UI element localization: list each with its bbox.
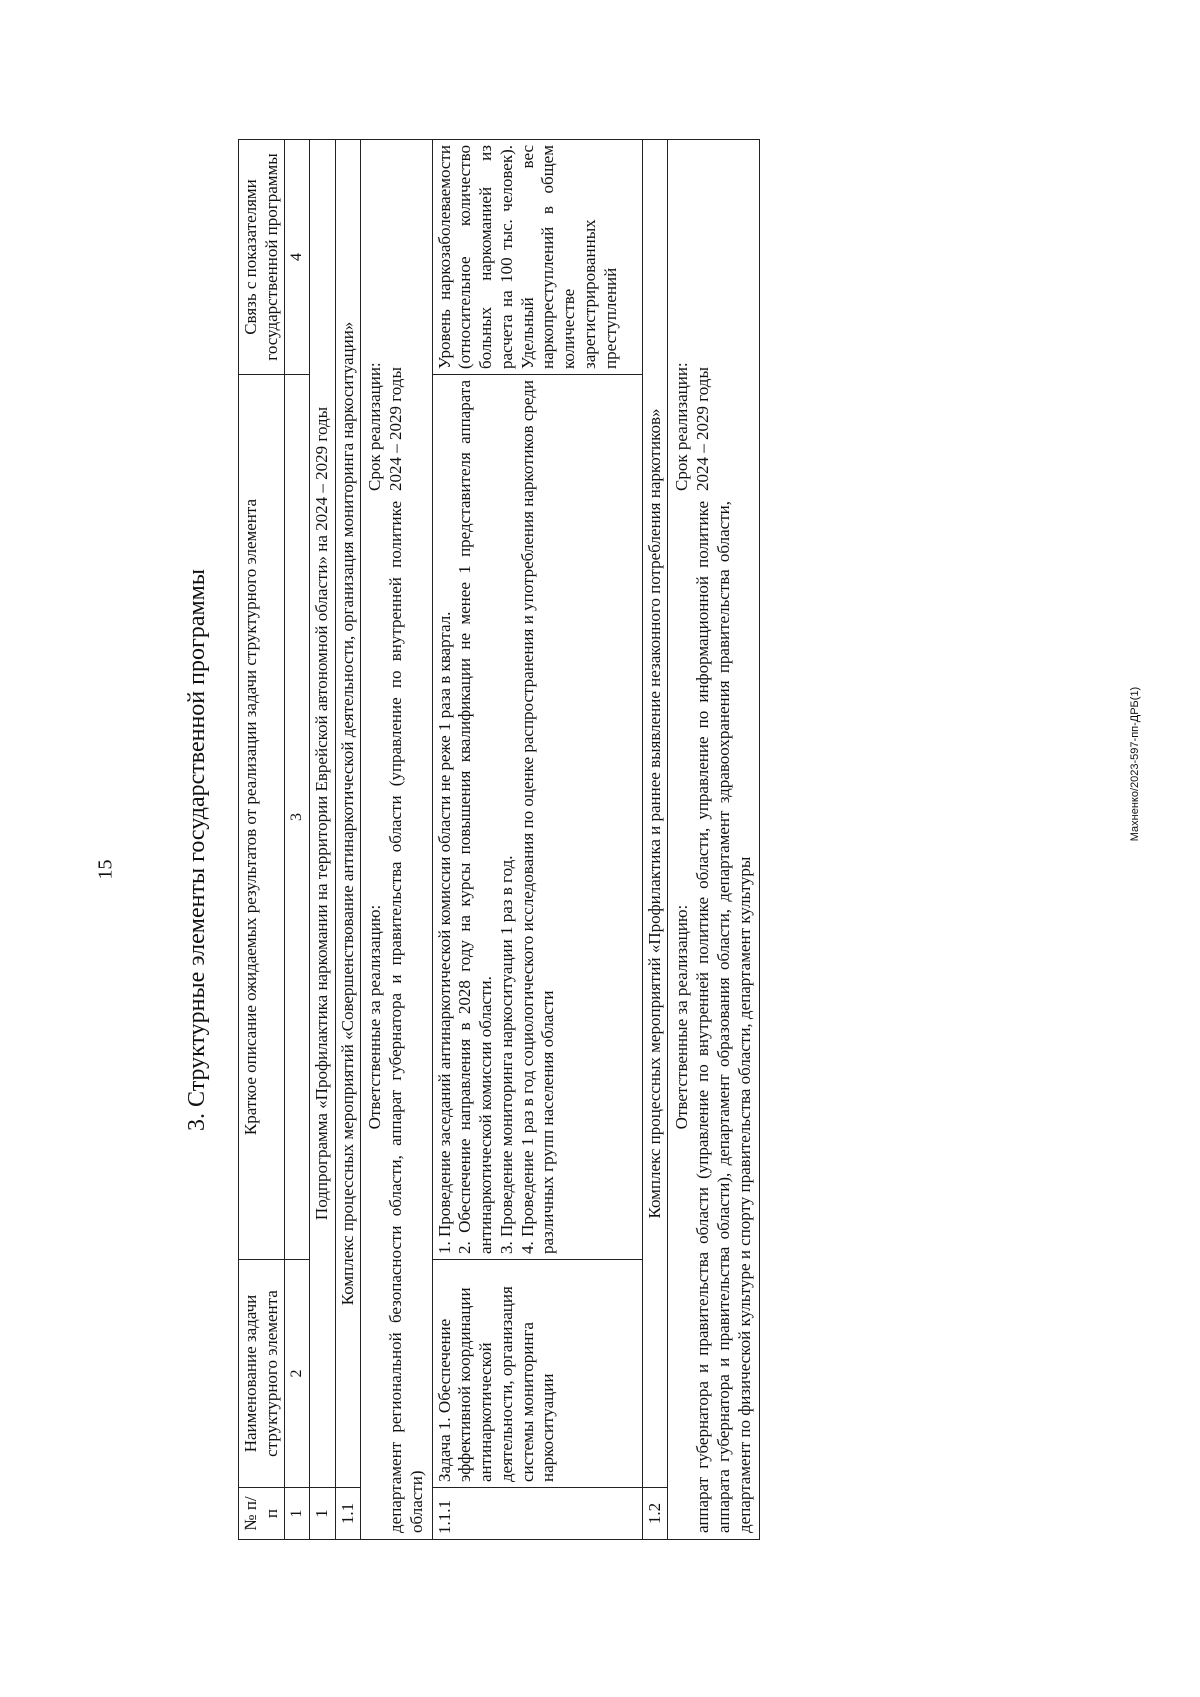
row-number: 1.1 bbox=[335, 1488, 361, 1540]
column-number-row bbox=[285, 140, 310, 1540]
task-name: Задача 1. Обеспечение эффективной координации антинаркотической деятельности, организация системы мониторинга наркоситуации bbox=[432, 1260, 642, 1488]
responsible-row bbox=[361, 140, 432, 1540]
page-number: 15 bbox=[94, 859, 117, 880]
column-number: 2 bbox=[285, 1260, 310, 1488]
result-item: 2. Обеспечение направления в 2028 году на курсы повышения квалификации не менее 1 представителя аппарата антинаркотической комиссии области. bbox=[455, 380, 496, 1254]
column-number: 4 bbox=[285, 140, 310, 375]
subprogram-title: Подпрограмма «Профилактика наркомании на территории Еврейской автономной области» на 2024 – 2029 годы bbox=[309, 140, 335, 1488]
complex-title: Комплекс процессных мероприятий «Совершенствование антинаркотической деятельности, организация мониторинга наркоситуации» bbox=[335, 140, 361, 1488]
task-indicators: Уровень наркозаболеваемости (относительное количество больных наркоманией из расчета на 100 тыс. человек). Удельный вес наркопреступлений в общем количестве зарегистрированных преступлений bbox=[432, 140, 642, 375]
structural-elements-table bbox=[238, 139, 760, 1540]
task-results bbox=[432, 375, 642, 1260]
term-value: 2024 – 2029 годы bbox=[386, 367, 406, 491]
responsible-row bbox=[668, 140, 760, 1540]
complex-row bbox=[642, 140, 668, 1540]
responsible-text: аппарат губернатора и правительства области (управление по внутренней политике области, управление по информационной политике аппарата губернатора и правительства области), департамент образования области, департамент здравоохранения правительства области, департамент по физической культуре и спорту правительства области, департамент культуры bbox=[693, 501, 754, 1533]
term-label: Срок реализации: bbox=[672, 362, 692, 491]
table-header-row bbox=[239, 140, 285, 1540]
header-indicators: Связь с показателями государственной программы bbox=[239, 140, 285, 375]
column-number: 1 bbox=[285, 1488, 310, 1540]
subprogram-row bbox=[309, 140, 335, 1540]
term-value: 2024 – 2029 годы bbox=[693, 367, 713, 491]
row-number: 1.1.1 bbox=[432, 1488, 642, 1540]
rotated-page-content bbox=[180, 90, 1090, 1610]
responsible-label: Ответственные за реализацию: bbox=[365, 904, 385, 1130]
header-results: Краткое описание ожидаемых результатов от реализации задачи структурного элемента bbox=[239, 375, 285, 1260]
task-row bbox=[432, 140, 642, 1540]
header-task-name: Наименование задачи структурного элемента bbox=[239, 1260, 285, 1488]
result-item: 4. Проведение 1 раз в год социологического исследования по оценке распространения и употребления наркотиков среди различных групп населения области bbox=[517, 380, 558, 1254]
section-title: 3. Структурные элементы государственной программы bbox=[184, 569, 210, 1131]
term-label: Срок реализации: bbox=[365, 362, 385, 491]
result-item: 3. Проведение мониторинга наркоситуации 1 раз в год. bbox=[496, 855, 516, 1254]
result-item: 1. Проведение заседаний антинаркотической комиссии области не реже 1 раза в квартал. bbox=[434, 611, 454, 1254]
responsible-text: департамент региональной безопасности области, аппарат губернатора и правительства области (управление по внутренней политике области) bbox=[386, 501, 426, 1533]
responsible-label: Ответственные за реализацию: bbox=[672, 904, 692, 1130]
column-number: 3 bbox=[285, 375, 310, 1260]
document-code: Махненко/2023-597-пп-ДРБ(1) bbox=[1129, 686, 1141, 842]
header-number: № п/п bbox=[239, 1488, 285, 1540]
row-number: 1.2 bbox=[642, 1488, 668, 1540]
complex-title: Комплекс процессных мероприятий «Профилактика и раннее выявление незаконного потребления наркотиков» bbox=[642, 140, 668, 1488]
complex-row bbox=[335, 140, 361, 1540]
row-number: 1 bbox=[309, 1488, 335, 1540]
